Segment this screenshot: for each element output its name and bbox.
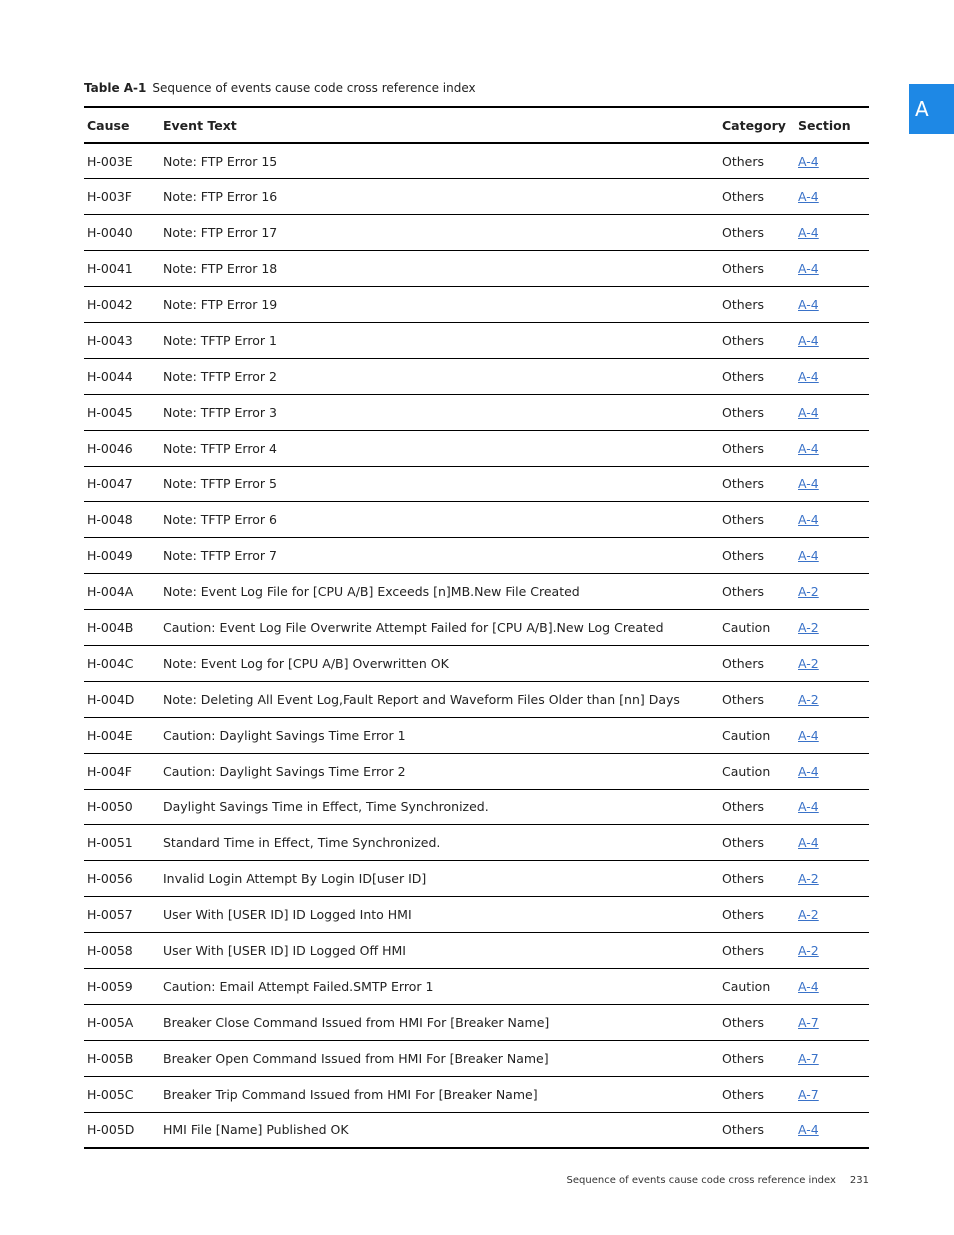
cell-section <box>795 789 869 825</box>
cell-cause: H-0049 <box>84 538 160 574</box>
section-link[interactable]: A-7 <box>798 1086 819 1102</box>
table-row <box>84 861 869 897</box>
section-link[interactable]: A-2 <box>798 691 819 707</box>
cell-event-text: User With [USER ID] ID Logged Off HMI <box>160 933 719 969</box>
section-link[interactable]: A-4 <box>798 332 819 348</box>
cell-event-text: Note: TFTP Error 7 <box>160 538 719 574</box>
cell-cause: H-005C <box>84 1076 160 1112</box>
cell-event-text: Note: Deleting All Event Log,Fault Report and Waveform Files Older than [nn] Days <box>160 681 719 717</box>
cell-cause: H-005B <box>84 1040 160 1076</box>
cause-code-table <box>84 106 869 1149</box>
table-header-row <box>84 107 869 143</box>
cell-section <box>795 179 869 215</box>
section-link[interactable]: A-4 <box>798 440 819 456</box>
cell-category: Others <box>719 574 795 610</box>
section-link[interactable]: A-2 <box>798 620 819 636</box>
cell-event-text: Daylight Savings Time in Effect, Time Synchronized. <box>160 789 719 825</box>
cell-section <box>795 1076 869 1112</box>
table-row <box>84 897 869 933</box>
section-link[interactable]: A-4 <box>798 404 819 420</box>
table-row <box>84 287 869 323</box>
cell-category: Others <box>719 681 795 717</box>
section-link[interactable]: A-4 <box>798 261 819 277</box>
cell-section <box>795 1112 869 1148</box>
table-row <box>84 610 869 646</box>
cell-cause: H-004B <box>84 610 160 646</box>
table-row <box>84 538 869 574</box>
cell-event-text: Caution: Email Attempt Failed.SMTP Error 1 <box>160 968 719 1004</box>
cell-cause: H-004A <box>84 574 160 610</box>
cell-section <box>795 251 869 287</box>
table-row <box>84 574 869 610</box>
table-row <box>84 968 869 1004</box>
header-cause: Cause <box>84 107 160 143</box>
cell-cause: H-003E <box>84 143 160 179</box>
cell-event-text: Breaker Close Command Issued from HMI For [Breaker Name] <box>160 1004 719 1040</box>
table-row <box>84 825 869 861</box>
table-row <box>84 717 869 753</box>
cell-event-text: Breaker Trip Command Issued from HMI For [Breaker Name] <box>160 1076 719 1112</box>
cell-category: Caution <box>719 753 795 789</box>
cell-section <box>795 466 869 502</box>
cell-section <box>795 933 869 969</box>
section-link[interactable]: A-4 <box>798 835 819 851</box>
cell-category: Others <box>719 1040 795 1076</box>
section-link[interactable]: A-4 <box>798 476 819 492</box>
cell-category: Others <box>719 538 795 574</box>
cell-category: Others <box>719 394 795 430</box>
cell-category: Others <box>719 215 795 251</box>
cell-event-text: Note: Event Log for [CPU A/B] Overwritten OK <box>160 645 719 681</box>
cell-category: Caution <box>719 717 795 753</box>
cell-event-text: Note: Event Log File for [CPU A/B] Exceeds [n]MB.New File Created <box>160 574 719 610</box>
cell-cause: H-0041 <box>84 251 160 287</box>
cell-cause: H-005A <box>84 1004 160 1040</box>
cell-event-text: Caution: Event Log File Overwrite Attempt Failed for [CPU A/B].New Log Created <box>160 610 719 646</box>
cell-section <box>795 574 869 610</box>
cell-section <box>795 968 869 1004</box>
cell-event-text: Caution: Daylight Savings Time Error 2 <box>160 753 719 789</box>
cell-cause: H-0050 <box>84 789 160 825</box>
cell-cause: H-004C <box>84 645 160 681</box>
table-row <box>84 753 869 789</box>
cell-category: Others <box>719 466 795 502</box>
cell-section <box>795 825 869 861</box>
cell-category: Others <box>719 1112 795 1148</box>
cell-cause: H-0057 <box>84 897 160 933</box>
section-link[interactable]: A-2 <box>798 907 819 923</box>
cell-cause: H-004E <box>84 717 160 753</box>
section-link[interactable]: A-4 <box>798 1122 819 1138</box>
cell-event-text: Note: TFTP Error 5 <box>160 466 719 502</box>
cell-section <box>795 681 869 717</box>
section-link[interactable]: A-4 <box>798 225 819 241</box>
cell-cause: H-0056 <box>84 861 160 897</box>
cell-cause: H-004D <box>84 681 160 717</box>
cell-category: Others <box>719 861 795 897</box>
table-row <box>84 1112 869 1148</box>
cell-section <box>795 358 869 394</box>
cell-section <box>795 430 869 466</box>
appendix-tab-marker <box>909 84 954 134</box>
table-row <box>84 179 869 215</box>
section-link[interactable]: A-4 <box>798 297 819 312</box>
table-row <box>84 358 869 394</box>
table-row <box>84 322 869 358</box>
cell-event-text: Note: FTP Error 18 <box>160 251 719 287</box>
cell-category: Others <box>719 322 795 358</box>
header-category: Category <box>719 107 795 143</box>
header-event-text: Event Text <box>160 107 719 143</box>
cell-cause: H-0042 <box>84 287 160 323</box>
cell-category: Others <box>719 143 795 179</box>
cell-event-text: HMI File [Name] Published OK <box>160 1112 719 1148</box>
cell-category: Others <box>719 179 795 215</box>
cell-cause: H-0045 <box>84 394 160 430</box>
table-row <box>84 466 869 502</box>
cell-event-text: Caution: Daylight Savings Time Error 1 <box>160 717 719 753</box>
section-link[interactable]: A-7 <box>798 1050 819 1066</box>
section-link[interactable]: A-2 <box>798 584 819 600</box>
cell-cause: H-005D <box>84 1112 160 1148</box>
table-row <box>84 502 869 538</box>
appendix-tab-letter: A <box>915 97 929 121</box>
section-link[interactable]: A-4 <box>798 763 819 779</box>
section-link[interactable]: A-4 <box>798 512 819 528</box>
section-link[interactable]: A-2 <box>798 655 819 671</box>
section-link[interactable]: A-4 <box>798 153 819 169</box>
page-footer <box>567 1175 869 1186</box>
cell-cause: H-0058 <box>84 933 160 969</box>
cell-section <box>795 215 869 251</box>
cell-cause: H-0043 <box>84 322 160 358</box>
cell-section <box>795 538 869 574</box>
table-caption-label: Table A-1 <box>84 81 147 95</box>
table-row <box>84 430 869 466</box>
cell-category: Others <box>719 287 795 323</box>
table-row <box>84 789 869 825</box>
cell-section <box>795 645 869 681</box>
cell-cause: H-003F <box>84 179 160 215</box>
section-link[interactable]: A-4 <box>798 727 819 743</box>
cell-event-text: Note: TFTP Error 4 <box>160 430 719 466</box>
table-row <box>84 394 869 430</box>
cell-category: Others <box>719 1004 795 1040</box>
cell-event-text: User With [USER ID] ID Logged Into HMI <box>160 897 719 933</box>
cell-section <box>795 143 869 179</box>
cell-event-text: Note: TFTP Error 3 <box>160 394 719 430</box>
section-link[interactable]: A-2 <box>798 943 819 959</box>
cell-section <box>795 1040 869 1076</box>
table-row <box>84 143 869 179</box>
cell-cause: H-0046 <box>84 430 160 466</box>
table-row <box>84 681 869 717</box>
table-row <box>84 1004 869 1040</box>
cell-cause: H-0044 <box>84 358 160 394</box>
cell-category: Others <box>719 430 795 466</box>
table-row <box>84 933 869 969</box>
cell-cause: H-0059 <box>84 968 160 1004</box>
section-link[interactable]: A-4 <box>798 189 819 205</box>
cell-category: Caution <box>719 968 795 1004</box>
table-row <box>84 215 869 251</box>
cell-event-text: Note: FTP Error 19 <box>160 287 719 323</box>
table-row <box>84 645 869 681</box>
cell-section <box>795 897 869 933</box>
table-row <box>84 251 869 287</box>
cell-section <box>795 287 869 323</box>
table-row <box>84 1076 869 1112</box>
cell-section <box>795 322 869 358</box>
section-link[interactable]: A-4 <box>798 548 819 564</box>
cell-event-text: Invalid Login Attempt By Login ID[user ID] <box>160 861 719 897</box>
cell-section <box>795 502 869 538</box>
cell-event-text: Note: FTP Error 17 <box>160 215 719 251</box>
cell-category: Others <box>719 933 795 969</box>
cell-category: Others <box>719 502 795 538</box>
cell-event-text: Note: FTP Error 15 <box>160 143 719 179</box>
section-link[interactable]: A-4 <box>798 368 819 384</box>
cell-cause: H-0051 <box>84 825 160 861</box>
cell-event-text: Note: FTP Error 16 <box>160 179 719 215</box>
cell-category: Others <box>719 897 795 933</box>
cell-category: Others <box>719 358 795 394</box>
header-section: Section <box>795 107 869 143</box>
table-caption-text: Sequence of events cause code cross reference index <box>152 81 476 95</box>
cell-event-text: Breaker Open Command Issued from HMI For [Breaker Name] <box>160 1040 719 1076</box>
cell-category: Others <box>719 1076 795 1112</box>
cell-event-text: Note: TFTP Error 1 <box>160 322 719 358</box>
cell-event-text: Note: TFTP Error 6 <box>160 502 719 538</box>
cell-section <box>795 1004 869 1040</box>
section-link[interactable]: A-7 <box>798 1014 819 1030</box>
cell-category: Caution <box>719 610 795 646</box>
cell-cause: H-0047 <box>84 466 160 502</box>
cell-section <box>795 610 869 646</box>
cell-section <box>795 394 869 430</box>
cell-category: Others <box>719 645 795 681</box>
cell-section <box>795 753 869 789</box>
table-row <box>84 1040 869 1076</box>
table-caption <box>84 80 476 96</box>
page-number: 231 <box>849 1175 869 1186</box>
cell-section <box>795 861 869 897</box>
footer-title: Sequence of events cause code cross reference index <box>566 1175 836 1186</box>
cell-category: Others <box>719 789 795 825</box>
cell-cause: H-0048 <box>84 502 160 538</box>
table-body <box>84 143 869 1148</box>
cell-section <box>795 717 869 753</box>
cell-event-text: Note: TFTP Error 2 <box>160 358 719 394</box>
cell-category: Others <box>719 825 795 861</box>
cell-cause: H-004F <box>84 753 160 789</box>
section-link[interactable]: A-4 <box>798 978 819 994</box>
cell-event-text: Standard Time in Effect, Time Synchronized. <box>160 825 719 861</box>
section-link[interactable]: A-4 <box>798 799 819 815</box>
cell-category: Others <box>719 251 795 287</box>
section-link[interactable]: A-2 <box>798 871 819 887</box>
cell-cause: H-0040 <box>84 215 160 251</box>
